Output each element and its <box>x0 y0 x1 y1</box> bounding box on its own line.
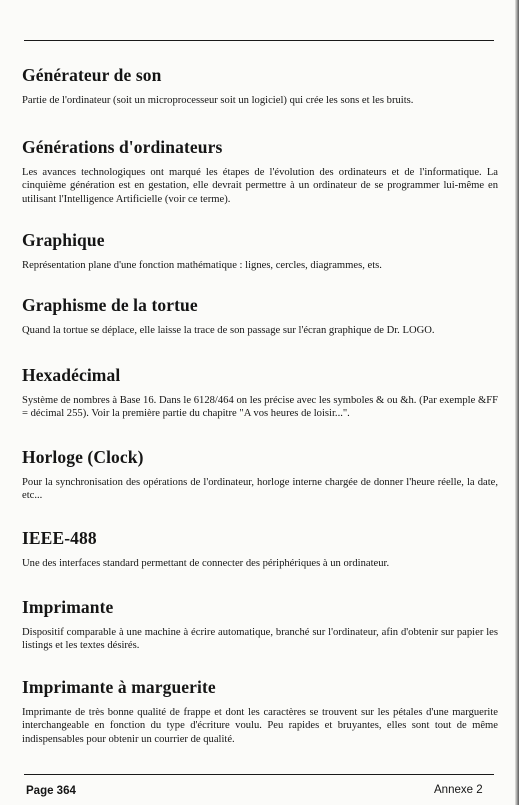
entry-term: Imprimante à marguerite <box>22 677 216 697</box>
top-rule <box>24 40 494 41</box>
entry-term: Horloge (Clock) <box>22 447 144 467</box>
page-number: Page 364 <box>26 785 76 797</box>
glossary-entry-generateur-de-son <box>22 65 498 107</box>
entry-definition: Représentation plane d'une fonction mathématique : lignes, cercles, diagrammes, ets. <box>22 260 382 271</box>
glossary-entry-generations-d-ordinateurs <box>22 137 498 206</box>
entry-definition: Les avances technologiques ont marqué les étapes de l'évolution des ordinateurs et de l'informatique. La cinquième génération est en gestation, elle devrait permettre à un ordinateur de se programmer lui-même en utilisant l'Intelligence Artificielle (voir ce terme). <box>22 167 498 205</box>
entry-term: Générations d'ordinateurs <box>22 137 223 157</box>
entry-definition: Quand la tortue se déplace, elle laisse la trace de son passage sur l'écran graphique de Dr. LOGO. <box>22 325 435 336</box>
entry-term: Imprimante <box>22 597 114 617</box>
entry-definition: Dispositif comparable à une machine à écrire automatique, branché sur l'ordinateur, afin d'obtenir sur papier les listings et les textes désirés. <box>22 627 498 652</box>
page-edge-shadow <box>515 0 519 805</box>
entry-term: Hexadécimal <box>22 365 121 385</box>
glossary-entry-graphique <box>22 230 498 272</box>
entry-definition: Partie de l'ordinateur (soit un microprocesseur soit un logiciel) qui crée les sons et les bruits. <box>22 95 414 106</box>
bottom-rule <box>24 774 494 775</box>
entry-definition: Imprimante de très bonne qualité de frappe et dont les caractères se trouvent sur les pétales d'une marguerite interchangeable en fonction du type d'écriture voulu. Peu rapides et bruyantes, elles sont tout de même indispensables pour obtenir un courrier de qualité. <box>22 707 498 745</box>
entry-definition: Système de nombres à Base 16. Dans le 6128/464 on les précise avec les symboles & ou &h. (Par exemple &FF = décimal 255). Voir la première partie du chapitre "A vos heures de loisir...". <box>22 395 498 420</box>
entry-term: Graphisme de la tortue <box>22 295 198 315</box>
entry-definition: Une des interfaces standard permettant de connecter des périphériques à un ordinateur. <box>22 558 390 569</box>
entry-term: IEEE-488 <box>22 528 97 548</box>
glossary-entry-graphisme-de-la-tortue <box>22 295 498 337</box>
glossary-entry-hexadecimal <box>22 365 498 421</box>
glossary-entry-imprimante <box>22 597 498 653</box>
entry-definition: Pour la synchronisation des opérations de l'ordinateur, horloge interne chargée de donner l'heure réelle, la date, etc... <box>22 477 498 502</box>
glossary-entry-imprimante-a-marguerite <box>22 677 498 746</box>
section-label: Annexe 2 <box>434 784 483 796</box>
entry-term: Générateur de son <box>22 65 162 85</box>
glossary-entry-horloge <box>22 447 498 503</box>
glossary-entry-ieee-488 <box>22 528 498 570</box>
entry-term: Graphique <box>22 230 105 250</box>
